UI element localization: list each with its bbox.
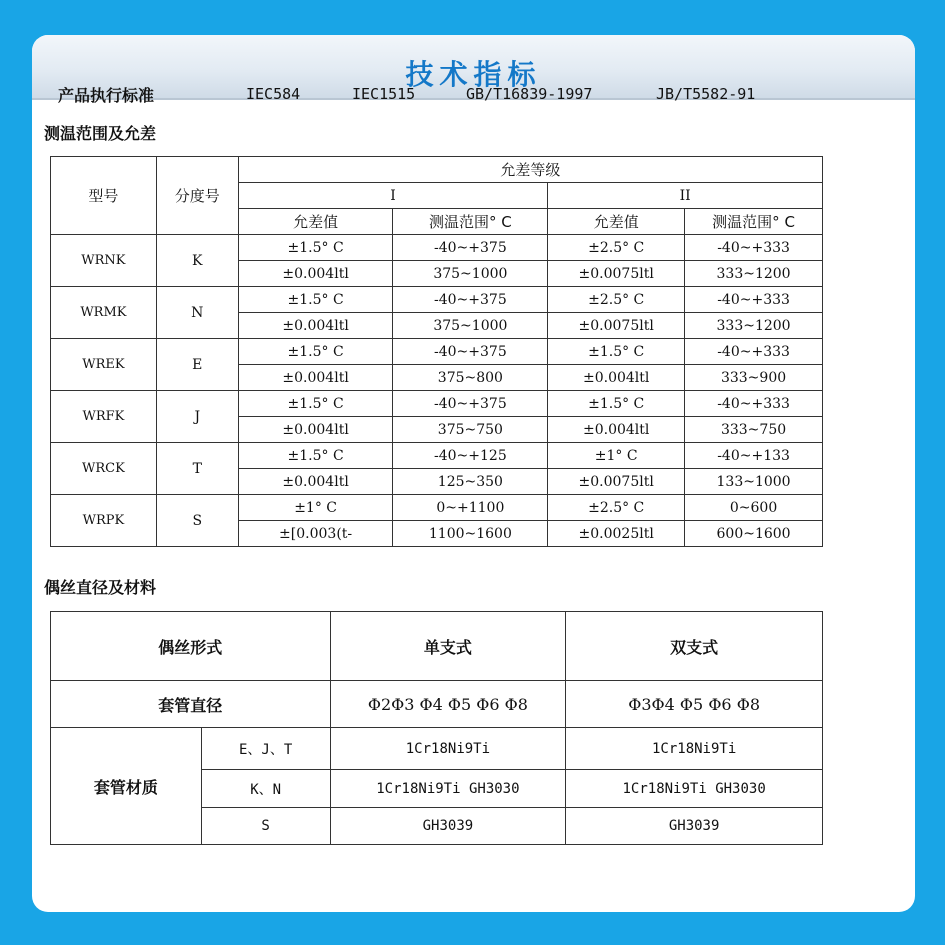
header-model: 型号 — [51, 157, 157, 235]
material-double: GH3039 — [566, 808, 823, 845]
model-cell: WRCK — [51, 443, 157, 495]
header-class-1: I — [238, 183, 548, 209]
table-row — [51, 287, 823, 313]
tolerance-cell: ±1.5° C — [238, 339, 393, 365]
material-type: S — [201, 808, 330, 845]
tolerance-cell: ±1.5° C — [548, 339, 685, 365]
tolerance-cell: ±2.5° C — [548, 287, 685, 313]
range-cell: -40~+333 — [685, 287, 823, 313]
page-title: 技术指标 — [405, 58, 542, 91]
range-cell: 333~900 — [685, 365, 823, 391]
tolerance-cell: ±2.5° C — [548, 495, 685, 521]
range-cell: -40~+333 — [685, 339, 823, 365]
range-cell: -40~+375 — [393, 391, 548, 417]
tolerance-cell: ±2.5° C — [548, 235, 685, 261]
header-single: 单支式 — [330, 612, 566, 681]
range-cell: 375~750 — [393, 417, 548, 443]
tolerance-cell: ±1.5° C — [548, 391, 685, 417]
range-cell: -40~+333 — [685, 235, 823, 261]
material-double: 1Cr18Ni9Ti GH3030 — [566, 770, 823, 808]
standard-item: IEC584 — [246, 85, 301, 103]
grade-cell: K — [156, 235, 238, 287]
material-type: K、N — [201, 770, 330, 808]
table-row — [51, 391, 823, 417]
tolerance-cell: ±0.004ltl — [548, 365, 685, 391]
tolerance-cell: ±0.0075ltl — [548, 469, 685, 495]
material-double: 1Cr18Ni9Ti — [566, 728, 823, 770]
tolerance-cell: ±0.004ltl — [238, 261, 393, 287]
table-row — [51, 235, 823, 261]
range-cell: 125~350 — [393, 469, 548, 495]
standard-item: IEC1515 — [352, 85, 416, 103]
materials-table — [50, 611, 823, 845]
range-cell: 0~600 — [685, 495, 823, 521]
tolerance-cell: ±0.004ltl — [238, 313, 393, 339]
tolerance-cell: ±0.0075ltl — [548, 261, 685, 287]
tolerance-cell: ±1.5° C — [238, 235, 393, 261]
tolerance-cell: ±0.004ltl — [238, 365, 393, 391]
range-cell: 333~1200 — [685, 261, 823, 287]
tolerance-cell: ±1° C — [548, 443, 685, 469]
model-cell: WRPK — [51, 495, 157, 547]
range-cell: 375~1000 — [393, 261, 548, 287]
header-range: 测温范围° C — [685, 209, 823, 235]
tolerance-cell: ±[0.003(t- — [238, 521, 393, 547]
tolerance-cell: ±0.0025ltl — [548, 521, 685, 547]
table-row — [51, 495, 823, 521]
diameter-single: Φ2Φ3 Φ4 Φ5 Φ6 Φ8 — [330, 681, 566, 728]
material-single: 1Cr18Ni9Ti — [330, 728, 566, 770]
material-label: 套管材质 — [51, 728, 202, 845]
model-cell: WRMK — [51, 287, 157, 339]
range-cell: -40~+333 — [685, 391, 823, 417]
range-cell: 133~1000 — [685, 469, 823, 495]
tolerance-cell: ±1.5° C — [238, 443, 393, 469]
grade-cell: N — [156, 287, 238, 339]
header-double: 双支式 — [566, 612, 823, 681]
range-cell: -40~+375 — [393, 235, 548, 261]
grade-cell: E — [156, 339, 238, 391]
header-range: 测温范围° C — [393, 209, 548, 235]
tolerance-cell: ±1.5° C — [238, 391, 393, 417]
tolerance-cell: ±0.0075ltl — [548, 313, 685, 339]
model-cell: WRFK — [51, 391, 157, 443]
grade-cell: S — [156, 495, 238, 547]
diameter-label: 套管直径 — [51, 681, 331, 728]
section-title-materials: 偶丝直径及材料 — [44, 578, 157, 597]
range-cell: 375~800 — [393, 365, 548, 391]
header-wire-form: 偶丝形式 — [51, 612, 331, 681]
range-cell: 0~+1100 — [393, 495, 548, 521]
header-tolerance-value: 允差值 — [238, 209, 393, 235]
material-single: GH3039 — [330, 808, 566, 845]
tolerance-cell: ±0.004ltl — [238, 417, 393, 443]
header-tolerance-class: 允差等级 — [238, 157, 822, 183]
standards-label: 产品执行标准 — [58, 86, 155, 105]
range-cell: 600~1600 — [685, 521, 823, 547]
tolerance-cell: ±0.004ltl — [238, 469, 393, 495]
range-cell: -40~+133 — [685, 443, 823, 469]
grade-cell: T — [156, 443, 238, 495]
header-tolerance-value: 允差值 — [548, 209, 685, 235]
range-cell: -40~+375 — [393, 339, 548, 365]
tolerance-cell: ±1° C — [238, 495, 393, 521]
model-cell: WRNK — [51, 235, 157, 287]
tolerance-cell: ±0.004ltl — [548, 417, 685, 443]
material-type: E、J、T — [201, 728, 330, 770]
section-title-tolerance: 测温范围及允差 — [44, 124, 157, 143]
range-cell: 333~1200 — [685, 313, 823, 339]
range-cell: 375~1000 — [393, 313, 548, 339]
table-row — [51, 443, 823, 469]
diameter-double: Φ3Φ4 Φ5 Φ6 Φ8 — [566, 681, 823, 728]
table-row — [51, 728, 823, 770]
header-class-2: II — [548, 183, 823, 209]
material-single: 1Cr18Ni9Ti GH3030 — [330, 770, 566, 808]
model-cell: WREK — [51, 339, 157, 391]
standard-item: GB/T16839-1997 — [466, 85, 593, 103]
grade-cell: J — [156, 391, 238, 443]
range-cell: 333~750 — [685, 417, 823, 443]
range-cell: 1100~1600 — [393, 521, 548, 547]
tolerance-cell: ±1.5° C — [238, 287, 393, 313]
tolerance-table — [50, 156, 823, 547]
header-grade: 分度号 — [156, 157, 238, 235]
table-row — [51, 339, 823, 365]
range-cell: -40~+375 — [393, 287, 548, 313]
standard-item: JB/T5582-91 — [656, 85, 756, 103]
range-cell: -40~+125 — [393, 443, 548, 469]
